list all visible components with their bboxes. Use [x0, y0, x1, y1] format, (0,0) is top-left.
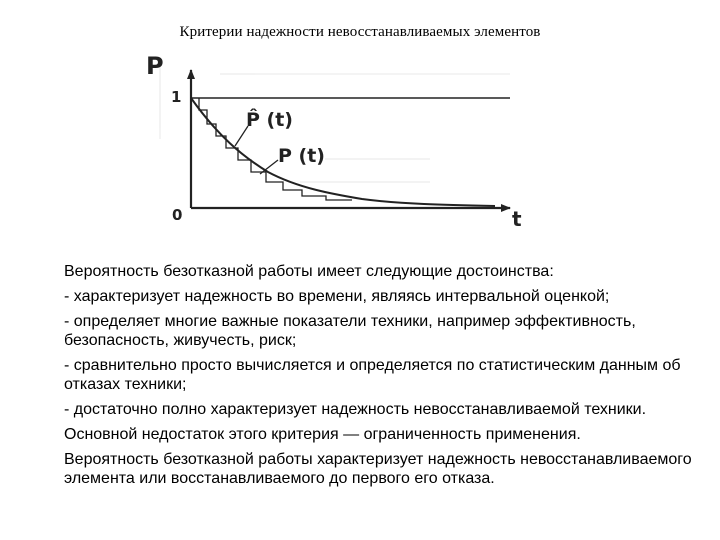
y-tick-one: 1	[171, 88, 182, 106]
paragraph-conclusion: Вероятность безотказной работы характеризует надежность невосстанавливаемого элемента или восстанавливаемого до первого его отказа.	[64, 451, 692, 487]
scan-artifacts	[160, 64, 510, 182]
reliability-diagram	[100, 44, 540, 240]
paragraph-advantage-2: - определяет многие важные показатели техники, например эффективность, безопасность, живучесть, риск;	[64, 313, 636, 349]
slide-title-text: Критерии надежности невосстанавливаемых элементов	[179, 24, 541, 40]
reliability-figure	[100, 44, 540, 240]
body-text	[64, 262, 694, 494]
paragraph-advantage-3: - сравнительно просто вычисляется и определяется по статистическим данным об отказах техники;	[64, 357, 681, 393]
paragraph-advantage-4: - достаточно полно характеризует надежность невосстанавливаемой техники.	[64, 401, 647, 418]
true-curve	[191, 98, 495, 206]
paragraph-intro: Вероятность безотказной работы имеет следующие достоинства:	[64, 263, 554, 280]
y-axis-label: P	[146, 52, 164, 80]
paragraph-drawback: Основной недостаток этого критерия — ограниченность применения.	[64, 426, 581, 443]
origin-label: 0	[172, 206, 183, 224]
slide-title	[0, 24, 720, 41]
estimate-curve-label: P̂ (t)	[246, 109, 293, 131]
x-axis-label: t	[512, 207, 522, 231]
true-curve-label: P (t)	[278, 145, 325, 167]
paragraph-advantage-1: - характеризует надежность во времени, являясь интервальной оценкой;	[64, 288, 610, 305]
